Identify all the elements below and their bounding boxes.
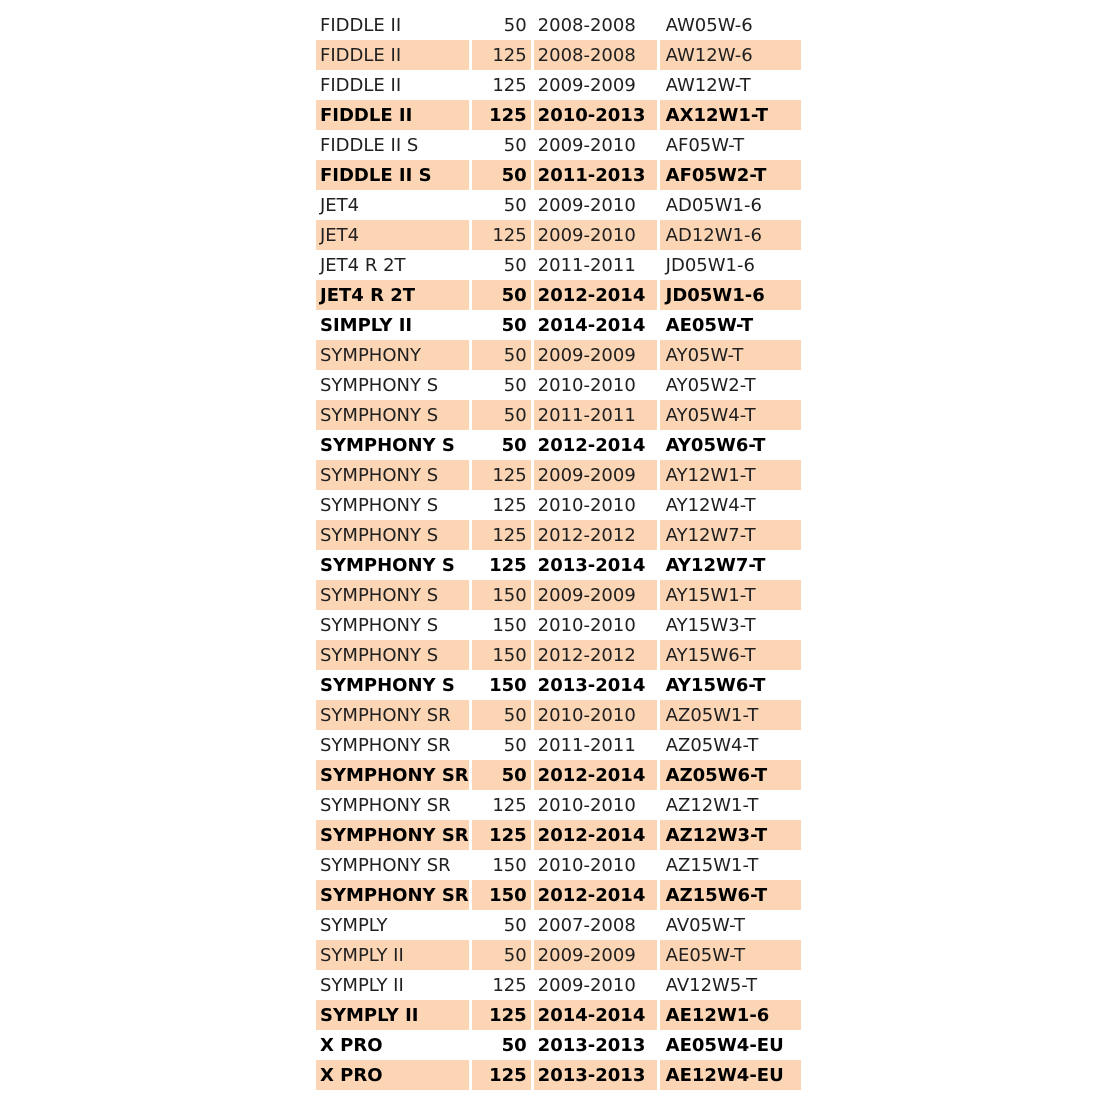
model-cell: FIDDLE II [320, 14, 402, 36]
displacement-cell: 125 [492, 74, 527, 96]
table-row [316, 670, 801, 700]
displacement-cell: 50 [501, 1034, 527, 1056]
part-code-cell: AD12W1-6 [660, 220, 801, 250]
displacement-cell: 125 [472, 1000, 531, 1030]
years-cell: 2012-2014 [534, 820, 657, 850]
table-row [316, 40, 801, 70]
displacement-cell: 50 [501, 434, 527, 456]
displacement-cell: 150 [472, 880, 531, 910]
years-cell: 2009-2009 [537, 74, 636, 96]
part-code-cell: AW12W-T [665, 74, 751, 96]
part-code-cell: AD05W1-6 [665, 194, 762, 216]
model-cell: SYMPHONY SR [320, 854, 451, 876]
table-row [316, 700, 801, 730]
model-compatibility-table [313, 10, 804, 1090]
part-code-cell: AY15W6-T [660, 640, 801, 670]
part-code-cell: AV05W-T [665, 914, 745, 936]
years-cell: 2014-2014 [534, 1000, 657, 1030]
part-code-cell: AW05W-6 [665, 14, 753, 36]
displacement-cell: 50 [501, 314, 527, 336]
part-code-cell: AE05W-T [665, 314, 754, 336]
years-cell: 2008-2008 [537, 14, 636, 36]
displacement-cell: 150 [472, 580, 531, 610]
years-cell: 2010-2013 [534, 100, 657, 130]
displacement-cell: 50 [472, 280, 531, 310]
part-code-cell: AZ15W1-T [665, 854, 759, 876]
model-cell: SYMPHONY S [320, 494, 439, 516]
table-row [316, 430, 801, 460]
table-row [316, 1030, 801, 1060]
part-code-cell: AY05W2-T [665, 374, 756, 396]
table-row [316, 280, 801, 310]
model-cell: SYMPLY II [316, 1000, 469, 1030]
years-cell: 2007-2008 [537, 914, 636, 936]
table-row [316, 250, 801, 280]
model-cell: JET4 [316, 220, 469, 250]
model-cell: SYMPHONY SR [316, 760, 469, 790]
displacement-cell: 150 [492, 614, 527, 636]
model-cell: SYMPLY [320, 914, 388, 936]
years-cell: 2012-2012 [534, 520, 657, 550]
displacement-cell: 50 [472, 940, 531, 970]
years-cell: 2013-2014 [537, 674, 646, 696]
part-code-cell: JD05W1-6 [665, 254, 755, 276]
table-row [316, 880, 801, 910]
model-cell: SIMPLY II [320, 314, 413, 336]
part-code-cell: AV12W5-T [665, 974, 758, 996]
model-cell: SYMPHONY S [320, 674, 455, 696]
table-row [316, 610, 801, 640]
displacement-cell: 125 [492, 794, 527, 816]
years-cell: 2009-2010 [537, 194, 636, 216]
displacement-cell: 125 [492, 974, 527, 996]
model-cell: SYMPHONY S [316, 460, 469, 490]
years-cell: 2012-2014 [537, 434, 646, 456]
displacement-cell: 125 [472, 820, 531, 850]
part-code-cell: AY12W1-T [660, 460, 801, 490]
years-cell: 2009-2009 [534, 940, 657, 970]
model-cell: JET4 R 2T [320, 254, 406, 276]
table-row [316, 790, 801, 820]
table-row [316, 70, 801, 100]
displacement-cell: 125 [472, 1060, 531, 1090]
part-code-cell: AZ05W1-T [660, 700, 801, 730]
years-cell: 2009-2010 [537, 134, 636, 156]
table-row [316, 520, 801, 550]
part-code-cell: AZ12W1-T [665, 794, 759, 816]
displacement-cell: 50 [472, 160, 531, 190]
part-code-cell: AY05W4-T [660, 400, 801, 430]
part-code-cell: AZ05W4-T [665, 734, 759, 756]
table-row [316, 970, 801, 1000]
table-row [316, 1000, 801, 1030]
part-code-cell: AY15W1-T [660, 580, 801, 610]
displacement-cell: 125 [472, 220, 531, 250]
table-row [316, 160, 801, 190]
model-cell: X PRO [320, 1034, 383, 1056]
part-code-cell: AY12W7-T [660, 520, 801, 550]
part-code-cell: AY15W3-T [665, 614, 756, 636]
model-cell: SYMPHONY S [316, 640, 469, 670]
table-row [316, 130, 801, 160]
table-row [316, 370, 801, 400]
part-code-cell: AE05W-T [660, 940, 801, 970]
years-cell: 2010-2010 [537, 854, 636, 876]
displacement-cell: 50 [503, 914, 527, 936]
years-cell: 2009-2010 [537, 974, 636, 996]
years-cell: 2013-2013 [534, 1060, 657, 1090]
table-row [316, 550, 801, 580]
years-cell: 2011-2013 [534, 160, 657, 190]
model-cell: SYMPHONY S [316, 580, 469, 610]
table-row [316, 820, 801, 850]
table-body [316, 10, 801, 1090]
years-cell: 2009-2010 [534, 220, 657, 250]
displacement-cell: 125 [492, 494, 527, 516]
model-cell: SYMPHONY SR [316, 820, 469, 850]
part-code-cell: AX12W1-T [660, 100, 801, 130]
table-row [316, 1060, 801, 1090]
years-cell: 2010-2010 [537, 374, 636, 396]
part-code-cell: AY12W7-T [665, 554, 766, 576]
displacement-cell: 125 [472, 520, 531, 550]
displacement-cell: 125 [472, 40, 531, 70]
model-cell: SYMPHONY S [320, 614, 439, 636]
years-cell: 2012-2012 [534, 640, 657, 670]
part-code-cell: AY15W6-T [665, 674, 766, 696]
part-code-cell: AY05W6-T [665, 434, 766, 456]
table-row [316, 10, 801, 40]
years-cell: 2009-2009 [534, 580, 657, 610]
displacement-cell: 50 [503, 374, 527, 396]
model-cell: SYMPHONY SR [320, 794, 451, 816]
years-cell: 2010-2010 [537, 494, 636, 516]
model-cell: SYMPHONY SR [320, 734, 451, 756]
years-cell: 2008-2008 [534, 40, 657, 70]
table-row [316, 220, 801, 250]
model-cell: SYMPHONY S [320, 374, 439, 396]
table-row [316, 100, 801, 130]
part-code-cell: AY12W4-T [665, 494, 756, 516]
displacement-cell: 50 [472, 340, 531, 370]
years-cell: 2009-2009 [534, 340, 657, 370]
table-row [316, 310, 801, 340]
displacement-cell: 50 [503, 14, 527, 36]
model-cell: FIDDLE II S [320, 134, 419, 156]
part-code-cell: JD05W1-6 [660, 280, 801, 310]
years-cell: 2012-2014 [534, 880, 657, 910]
table-row [316, 190, 801, 220]
table-row [316, 640, 801, 670]
displacement-cell: 125 [489, 554, 527, 576]
model-cell: X PRO [316, 1060, 469, 1090]
years-cell: 2010-2010 [534, 700, 657, 730]
part-code-cell: AF05W2-T [660, 160, 801, 190]
model-cell: SYMPHONY S [320, 434, 455, 456]
displacement-cell: 125 [472, 460, 531, 490]
table-row [316, 730, 801, 760]
model-cell: JET4 [320, 194, 360, 216]
model-cell: SYMPHONY S [316, 400, 469, 430]
part-code-cell: AE12W1-6 [660, 1000, 801, 1030]
part-code-cell: AZ05W6-T [660, 760, 801, 790]
displacement-cell: 150 [472, 640, 531, 670]
displacement-cell: 50 [503, 134, 527, 156]
table-row [316, 460, 801, 490]
table-row [316, 910, 801, 940]
years-cell: 2010-2010 [537, 614, 636, 636]
model-cell: JET4 R 2T [316, 280, 469, 310]
years-cell: 2010-2010 [537, 794, 636, 816]
table-row [316, 340, 801, 370]
model-cell: SYMPHONY S [320, 554, 455, 576]
years-cell: 2011-2011 [537, 734, 636, 756]
displacement-cell: 150 [492, 854, 527, 876]
part-code-cell: AE12W4-EU [660, 1060, 801, 1090]
model-cell: FIDDLE II S [316, 160, 469, 190]
table-row [316, 400, 801, 430]
model-cell: FIDDLE II [320, 74, 402, 96]
displacement-cell: 125 [472, 100, 531, 130]
displacement-cell: 50 [503, 194, 527, 216]
years-cell: 2013-2014 [537, 554, 646, 576]
table-row [316, 760, 801, 790]
model-cell: SYMPHONY S [316, 520, 469, 550]
model-cell: SYMPHONY SR [316, 880, 469, 910]
model-cell: SYMPLY II [320, 974, 404, 996]
model-cell: SYMPHONY SR [316, 700, 469, 730]
displacement-cell: 50 [472, 400, 531, 430]
displacement-cell: 50 [472, 700, 531, 730]
displacement-cell: 50 [472, 760, 531, 790]
part-code-cell: AE05W4-EU [665, 1034, 784, 1056]
displacement-cell: 50 [503, 254, 527, 276]
table-row [316, 490, 801, 520]
model-cell: SYMPLY II [316, 940, 469, 970]
model-cell: SYMPHONY [316, 340, 469, 370]
part-code-cell: AZ12W3-T [660, 820, 801, 850]
years-cell: 2011-2011 [537, 254, 636, 276]
model-cell: FIDDLE II [316, 100, 469, 130]
table-row [316, 850, 801, 880]
part-code-cell: AW12W-6 [660, 40, 801, 70]
table-row [316, 940, 801, 970]
years-cell: 2012-2014 [534, 760, 657, 790]
years-cell: 2014-2014 [537, 314, 646, 336]
model-cell: FIDDLE II [316, 40, 469, 70]
years-cell: 2013-2013 [537, 1034, 646, 1056]
years-cell: 2011-2011 [534, 400, 657, 430]
part-code-cell: AZ15W6-T [660, 880, 801, 910]
part-code-cell: AY05W-T [660, 340, 801, 370]
part-code-cell: AF05W-T [665, 134, 745, 156]
years-cell: 2009-2009 [534, 460, 657, 490]
table-row [316, 580, 801, 610]
years-cell: 2012-2014 [534, 280, 657, 310]
displacement-cell: 150 [489, 674, 527, 696]
displacement-cell: 50 [503, 734, 527, 756]
